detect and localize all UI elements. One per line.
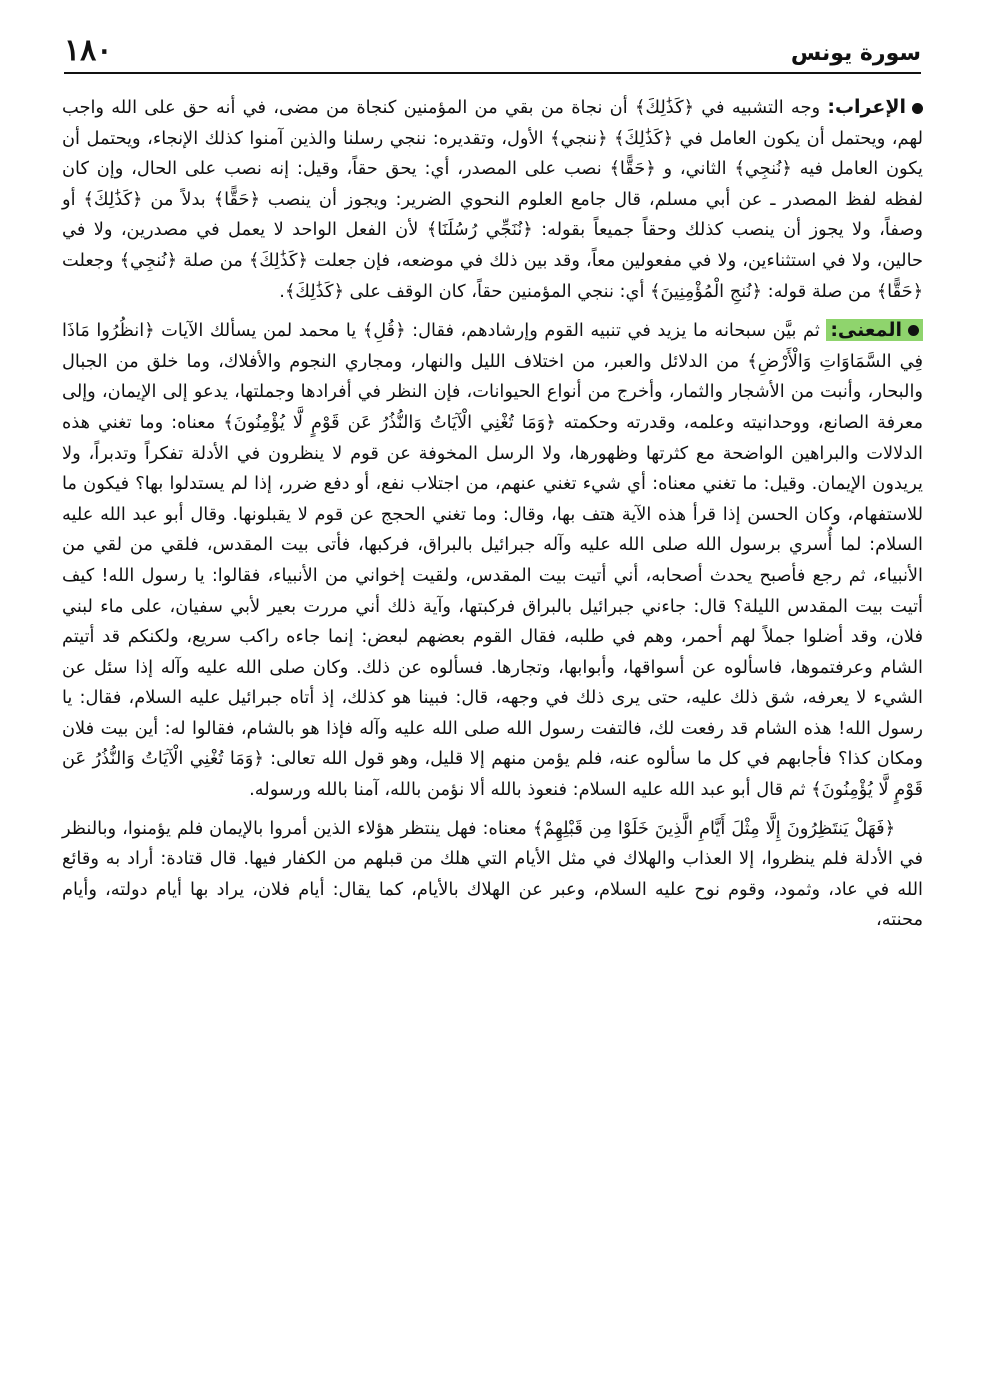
mana-marker-highlight (826, 319, 923, 341)
bullet-icon (908, 325, 919, 336)
irab-marker: الإعراب: (827, 96, 907, 118)
irab-text: وجه التشبيه في ﴿كَذَٰلِكَ﴾ أن نجاة من بقي من المؤمنين كنجاة من مضى، في أنه حق على الله واجب لهم، ويحتمل أن يكون العامل في ﴿كَذَٰلِكَ﴾ ﴿ننجي﴾ الأول، وتقديره: ننجي رسلنا والذين آمنوا كذلك الإنجاء، ويحتمل أن يكون العامل فيه ﴿نُنجِي﴾ الثاني، و ﴿حَقًّا﴾ نصب على المصدر، أي: يحق حقاً، وقيل: إنه نصب على الحال، وإن كان لفظه لفظ المصدر ـ عن أبي مسلم، قال جامع العلوم النحوي الضرير: ويجوز أن ينصب ﴿حَقًّا﴾ بدلاً من ﴿كَذَٰلِكَ﴾ أو وصفاً، ولا يجوز أن ينصب كذلك وحقاً جميعاً بقوله: ﴿نُنَجِّي رُسُلَنَا﴾ لأن الفعل الواحد لا يعمل في مصدرين، ولا في حالين، ولا في استثناءين، ولا في مفعولين معاً، وقد بين ذلك في موضعه، فإن جعلت ﴿كَذَٰلِكَ﴾ من صلة ﴿نُنجِي﴾ وجعلت ﴿حَقًّا﴾ من صلة قوله: ﴿نُنجِ الْمُؤْمِنِينَ﴾ أي: ننجي المؤمنين حقاً، كان الوقف على ﴿كَذَٰلِكَ﴾. (62, 97, 924, 302)
mana-paragraph (62, 315, 923, 806)
irab-paragraph (62, 92, 923, 307)
mana-marker: المعنى: (830, 319, 902, 342)
paragraph-3 (62, 814, 923, 936)
paragraph-3-text: ﴿فَهَلْ يَنتَظِرُونَ إِلَّا مِثْلَ أَيَّامِ الَّذِينَ خَلَوْا مِن قَبْلِهِمْ﴾ معناه: فهل ينتظر هؤلاء الذين أمروا بالإيمان فلم يؤمنوا، وبالنظر في الأدلة فلم ينظروا، إلا العذاب والهلاك في مثل الأيام التي هلك من قبلهم من الكفار فيها. قال قتادة: أراد به وقائع الله في عاد، وثمود، وقوم نوح عليه السلام، وعبر عن الهلاك بالأيام، كما يقال: أيام فلان، يراد بها أيام دولته، وأيام محنته، (62, 817, 923, 931)
mana-text: ثم بيَّن سبحانه ما يزيد في تنبيه القوم وإرشادهم، فقال: ﴿قُلِ﴾ يا محمد لمن يسألك الآيات ﴿انظُرُوا مَاذَا فِي السَّمَاوَاتِ وَالْأَرْضِ﴾ من الدلائل والعبر، من اختلاف الليل والنهار، ومجاري النجوم والأفلاك، وما خلق من الجبال والبحار، وأنبت من الأشجار والثمار، وأخرج من أنواع الحيوانات، فإن النظر في أفرادها وجملتها، يدعو إلى الإيمان، وإلى معرفة الصانع، ووحدانيته وعلمه، وقدرته وحكمته ﴿وَمَا تُغْنِي الْآيَاتُ وَالنُّذُرُ عَن قَوْمٍ لَّا يُؤْمِنُونَ﴾ معناه: وما تغني هذه الدلالات والبراهين الواضحة مع كثرتها وظهورها، ولا الرسل المخوفة عن قوم لا ينظرون في الأدلة تفكراً وتدبراً، ولا يريدون الإيمان. وقيل: ما تغني معناه: أي شيء تغني عنهم، من اجتلاب نفع، أو دفع ضرر، إذا لم يستدلوا بها؟ فيكون ما للاستفهام، وكان الحسن إذا قرأ هذه الآية هتف بها، وقال: وما تغني الحجج عن قوم لا يقبلونها. وقال أبو عبد الله عليه السلام: لما أُسري برسول الله صلى الله عليه وآله جبرائيل بالبراق، فركبها، فأتى بيت المقدس، فلقي من لقي من الأنبياء، ثم رجع فأصبح يحدث أصحابه، أني أتيت بيت المقدس، ولقيت إخواني من الأنبياء، فقالوا: يا رسول الله! كيف أتيت بيت المقدس الليلة؟ قال: جاءني جبرائيل بالبراق فركبتها، وآية ذلك أني مررت بعير لأبي سفيان، على ماء لبني فلان، وقد أضلوا جملاً لهم أحمر، وهم في طلبه، فقال القوم بعضهم لبعض: إنما جاءه راكب سريع، ولكنكم قد أتيتم الشام وعرفتموها، فاسألوه عن أسواقها، وأبوابها، وتجارها. فسألوه عن ذلك. وكان صلى الله عليه وآله إذا سئل عن الشيء لا يعرفه، شق ذلك عليه، حتى يرى ذلك في وجهه، قال: فبينا هو كذلك، إذ أتاه جبرائيل عليه السلام، فقال: يا رسول الله! هذه الشام قد رفعت لك، فالتفت رسول الله صلى الله عليه وآله فإذا هو بالشام، فقالوا له: أين بيت فلان ومكان كذا؟ فأجابهم في كل ما سألوه عنه، فلم يؤمن منهم إلا قليل، وهو قول الله تعالى: ﴿وَمَا تُغْنِي الْآيَاتُ وَالنُّذُرُ عَن قَوْمٍ لَّا يُؤْمِنُونَ﴾ ثم قال أبو عبد الله عليه السلام: فنعوذ بالله ألا نؤمن بالله، آمنا بالله ورسوله. (62, 320, 923, 801)
page-body (62, 92, 923, 944)
running-title: سورة يونس (790, 41, 921, 66)
bullet-icon (912, 103, 923, 114)
page-number: ١٨٠ (64, 33, 113, 68)
page-header (64, 30, 921, 74)
